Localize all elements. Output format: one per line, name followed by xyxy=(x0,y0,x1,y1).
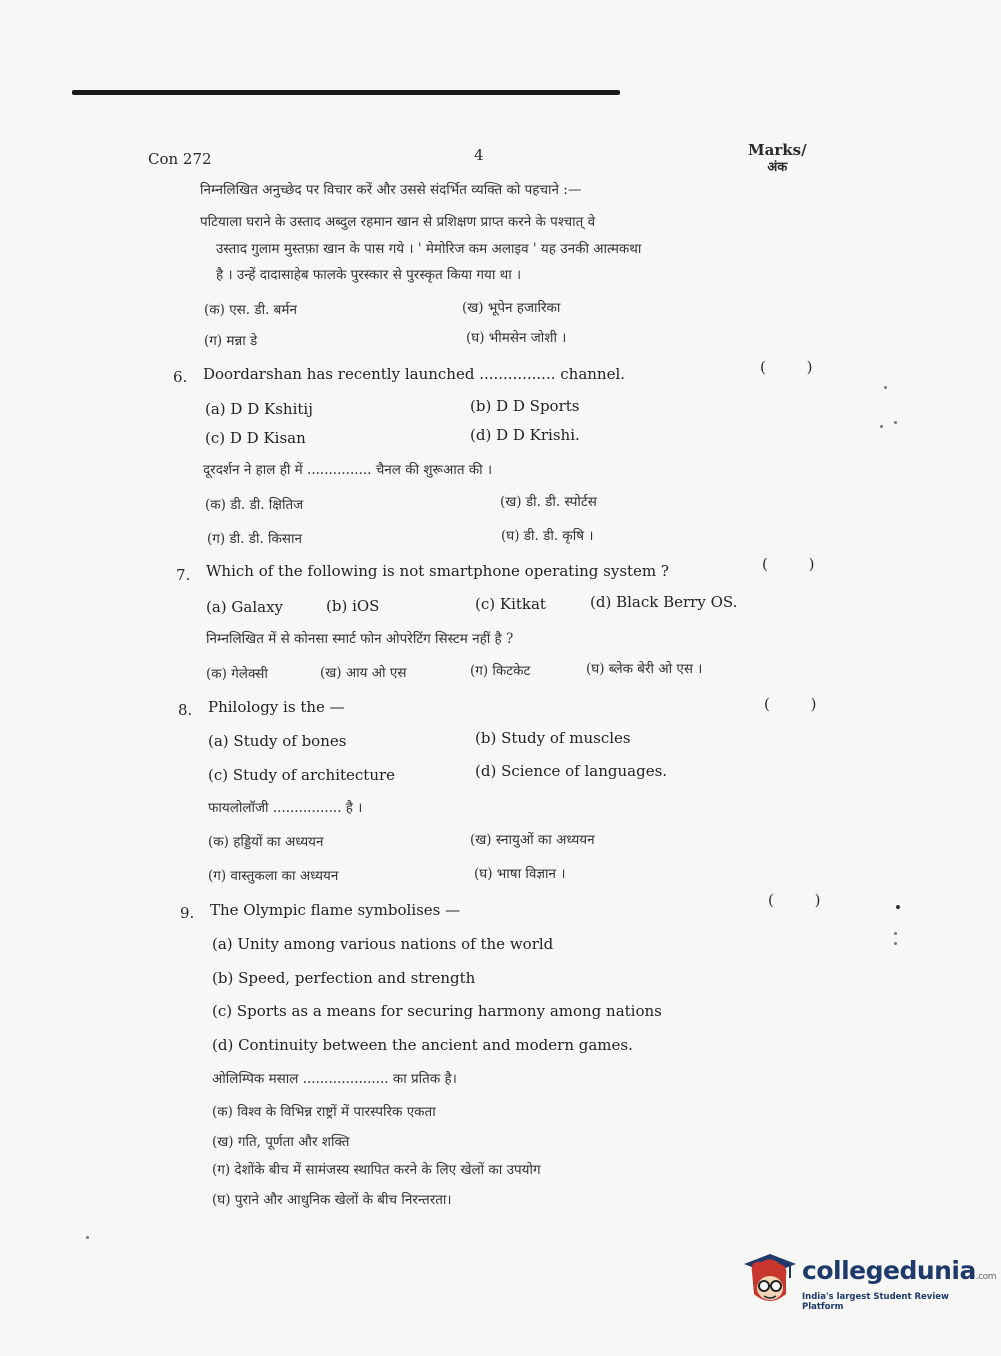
q7-option: (a) Galaxy xyxy=(206,598,284,616)
q8-option: (a) Study of bones xyxy=(208,732,347,750)
scan-speck xyxy=(896,905,900,909)
q5-hi-option: (ख) भूपेन हजारिका xyxy=(462,300,561,316)
q7-number: 7. xyxy=(176,566,191,584)
q5-hi-option: (ग) मन्ना डे xyxy=(204,333,258,349)
top-rule xyxy=(72,90,620,95)
paper-code: Con 272 xyxy=(148,150,212,168)
q6-option: (d) D D Krishi. xyxy=(470,426,580,444)
q9-option: (b) Speed, perfection and strength xyxy=(212,969,476,987)
marks-label-en: Marks/ xyxy=(748,141,807,159)
q7-option-hi: (घ) ब्लेक बेरी ओ एस । xyxy=(586,661,703,677)
q5-hi-option: (क) एस. डी. बर्मन xyxy=(204,302,297,318)
q8-option-hi: (क) हड्डियों का अध्ययन xyxy=(208,834,324,850)
q9-option-hi: (क) विश्व के विभिन्न राष्ट्रों में पारस्परिक एकता xyxy=(212,1104,436,1120)
q7-option-hi: (क) गेलेक्सी xyxy=(206,666,268,682)
q5-hi-para-line: पटियाला घराने के उस्ताद अब्दुल रहमान खान से प्रशिक्षण प्राप्त करने के पश्चात् वे xyxy=(200,214,596,230)
collegedunia-logo xyxy=(740,1250,996,1312)
q5-hi-option: (घ) भीमसेन जोशी । xyxy=(466,330,567,346)
q8-option: (c) Study of architecture xyxy=(208,766,396,784)
q9-option: (c) Sports as a means for securing harmony among nations xyxy=(212,1002,662,1020)
q6-option-hi: (ख) डी. डी. स्पोर्टस xyxy=(500,494,597,510)
marks-heading xyxy=(748,142,807,176)
q9-option-hi: (ग) देशोंके बीच में सामंजस्य स्थापित करने के लिए खेलों का उपयोग xyxy=(212,1162,541,1178)
q6-question-hi: दूरदर्शन ने हाल ही में ............... चैनल की शुरूआत की । xyxy=(203,462,493,478)
q7-option: (d) Black Berry OS. xyxy=(590,593,738,611)
q9-question: The Olympic flame symbolises — xyxy=(210,901,461,919)
q8-option-hi: (ग) वास्तुकला का अध्ययन xyxy=(208,868,339,884)
q7-option: (b) iOS xyxy=(326,597,380,615)
q8-marks-box: ( ) xyxy=(764,695,835,713)
q9-marks-box: ( ) xyxy=(768,891,839,909)
q7-question: Which of the following is not smartphone operating system ? xyxy=(206,562,669,580)
logo-wordmark xyxy=(802,1256,996,1285)
q6-marks-box: ( ) xyxy=(760,358,831,376)
q6-option: (c) D D Kisan xyxy=(205,429,306,447)
scan-speck xyxy=(884,386,887,389)
marks-label-hi: अंक xyxy=(767,160,788,175)
page-number: 4 xyxy=(474,146,484,164)
q9-option: (a) Unity among various nations of the world xyxy=(212,935,554,953)
q7-option: (c) Kitkat xyxy=(475,595,546,613)
q6-number: 6. xyxy=(173,368,188,386)
q9-option: (d) Continuity between the ancient and modern games. xyxy=(212,1036,633,1054)
q6-option: (b) D D Sports xyxy=(470,397,580,415)
scan-speck xyxy=(894,942,897,945)
q8-question: Philology is the — xyxy=(208,698,345,716)
scan-speck xyxy=(86,1236,89,1239)
scan-speck xyxy=(880,425,883,428)
q6-option-hi: (क) डी. डी. क्षितिज xyxy=(205,497,304,513)
q6-option: (a) D D Kshitij xyxy=(205,400,313,418)
logo-suffix: .com xyxy=(975,1272,996,1282)
q8-number: 8. xyxy=(178,701,193,719)
q5-hi-para-line: उस्ताद गुलाम मुस्तफ़ा खान के पास गये । ' मेमोरिज कम अलाइव ' यह उनकी आत्मकथा xyxy=(216,241,642,257)
q7-option-hi: (ग) किटकेट xyxy=(470,663,531,679)
logo-tagline: India's largest Student Review Platform xyxy=(802,1292,949,1312)
q9-number: 9. xyxy=(180,904,195,922)
q9-question-hi: ओलिम्पिक मसाल .................... का प्रतिक है। xyxy=(212,1071,457,1087)
q7-marks-box: ( ) xyxy=(762,555,833,573)
scan-speck xyxy=(894,932,897,935)
q6-question: Doordarshan has recently launched ................ channel. xyxy=(203,365,626,383)
logo-name: collegedunia xyxy=(802,1256,976,1285)
q9-option-hi: (घ) पुराने और आधुनिक खेलों के बीच निरन्तरता। xyxy=(212,1192,452,1208)
q8-option: (d) Science of languages. xyxy=(475,762,668,780)
q5-hi-prompt: निम्नलिखित अनुच्छेद पर विचार करें और उससे संदर्भित व्यक्ति को पहचाने :— xyxy=(200,182,582,198)
q7-option-hi: (ख) आय ओ एस xyxy=(320,665,407,681)
collegedunia-mascot-icon xyxy=(740,1250,800,1310)
q8-option-hi: (ख) स्नायुओं का अध्ययन xyxy=(470,832,595,848)
q6-option-hi: (घ) डी. डी. कृषि । xyxy=(501,528,594,544)
q8-option-hi: (घ) भाषा विज्ञान । xyxy=(474,866,566,882)
q9-option-hi: (ख) गति, पूर्णता और शक्ति xyxy=(212,1134,350,1150)
q8-option: (b) Study of muscles xyxy=(475,729,631,747)
q8-question-hi: फायलोलॉजी ................ है । xyxy=(208,800,363,816)
q7-question-hi: निम्नलिखित में से कोनसा स्मार्ट फोन ओपरेटिंग सिस्टम नहीं है ? xyxy=(206,631,514,647)
scan-speck xyxy=(894,421,897,424)
q6-option-hi: (ग) डी. डी. किसान xyxy=(207,531,303,547)
q5-hi-para-line: है । उन्हें दादासाहेब फालके पुरस्कार से पुरस्कृत किया गया था । xyxy=(216,267,522,283)
